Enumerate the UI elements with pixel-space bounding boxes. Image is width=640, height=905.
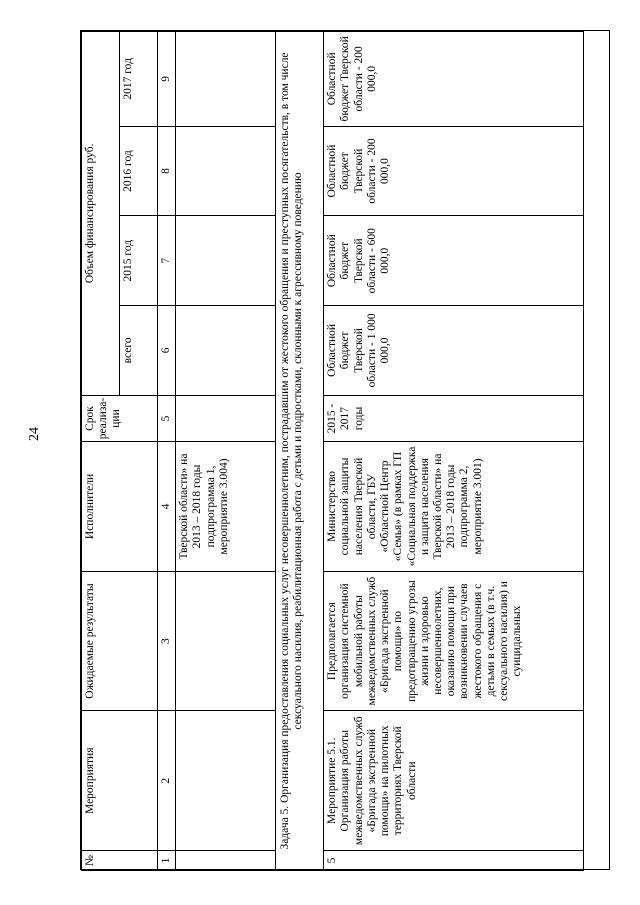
col-num: 3 (158, 571, 176, 711)
col-num: 7 (158, 216, 176, 306)
col-num: 4 (158, 442, 176, 571)
col-num: 5 (158, 395, 176, 442)
col-num: 6 (158, 306, 176, 396)
header-term: Срок реализа-ции (82, 395, 158, 442)
funding-2017-cell: Областной бюджет Тверской области - 200 000,0 (324, 32, 584, 127)
col-num: 1 (158, 851, 176, 871)
header-2015: 2015 год (120, 216, 158, 306)
funding-table (81, 31, 584, 871)
table-row (176, 32, 276, 871)
header-measures: Мероприятия (82, 711, 158, 851)
header-funding: Объем финансирования руб. (82, 32, 120, 396)
term-cell: 2015 - 2017 годы (324, 395, 584, 442)
header-2017: 2017 год (120, 32, 158, 127)
header-no: № (82, 851, 158, 871)
funding-2016-cell: Областной бюджет Тверской области - 200 000,0 (324, 126, 584, 216)
measure-cell: Мероприятие 5.1. Организация работы межведомственных служб «Бригада экстренной помощи» на пилотных территориях Тверской области (324, 711, 584, 851)
header-total: всего (120, 306, 158, 396)
column-numbers-row (158, 32, 176, 871)
col-num: 8 (158, 126, 176, 216)
page-number: 24 (27, 427, 42, 441)
total-cell: Областной бюджет Тверской области - 1 000 000,0 (324, 306, 584, 396)
table-sheet (80, 30, 610, 870)
col-num: 9 (158, 32, 176, 127)
header-2016: 2016 год (120, 126, 158, 216)
table-row (324, 32, 584, 871)
rotated-table (81, 31, 611, 871)
task-5-heading: Задача 5. Организация предоставления социальных услуг несовершеннолетним, пострадавшим от жестокого обращения и преступных посягательств, в том числе сексуального насилия, реабилитационная работа с детьми и подростками, склонными к агрессивному поведению (276, 32, 324, 871)
executors-cell: Министерство социальной защиты населения Тверской области, ГБУ «Областной Центр «Семья» (в рамках ГП «Социальная поддержка и защита населения Тверской области» на 2013 – 2018 годы подпрограмма 2, мероприятие 3.001) (324, 442, 584, 571)
header-executors: Исполнители (82, 442, 158, 571)
col-num: 2 (158, 711, 176, 851)
prev-executors-cell: Тверской области» на 2013 – 2018 годы подпрограмма 1, мероприятие 3.004) (176, 442, 276, 571)
funding-2015-cell: Областной бюджет Тверской области - 600 000,0 (324, 216, 584, 306)
row-number: 5 (324, 851, 584, 871)
results-cell: Предполагается организация системной мобильной работы межведомственных служб «Бригада экстренной помощи» по предотвращению угрозы жизни и здоровью несовершеннолетних, оказанию помощи при возникновении случаев жестокого обращения с детьми в семьях (в т.ч. сексуального насилия) и суицидальных (324, 571, 584, 711)
header-results: Ожидаемые результаты (82, 571, 158, 711)
task-row (276, 32, 324, 871)
